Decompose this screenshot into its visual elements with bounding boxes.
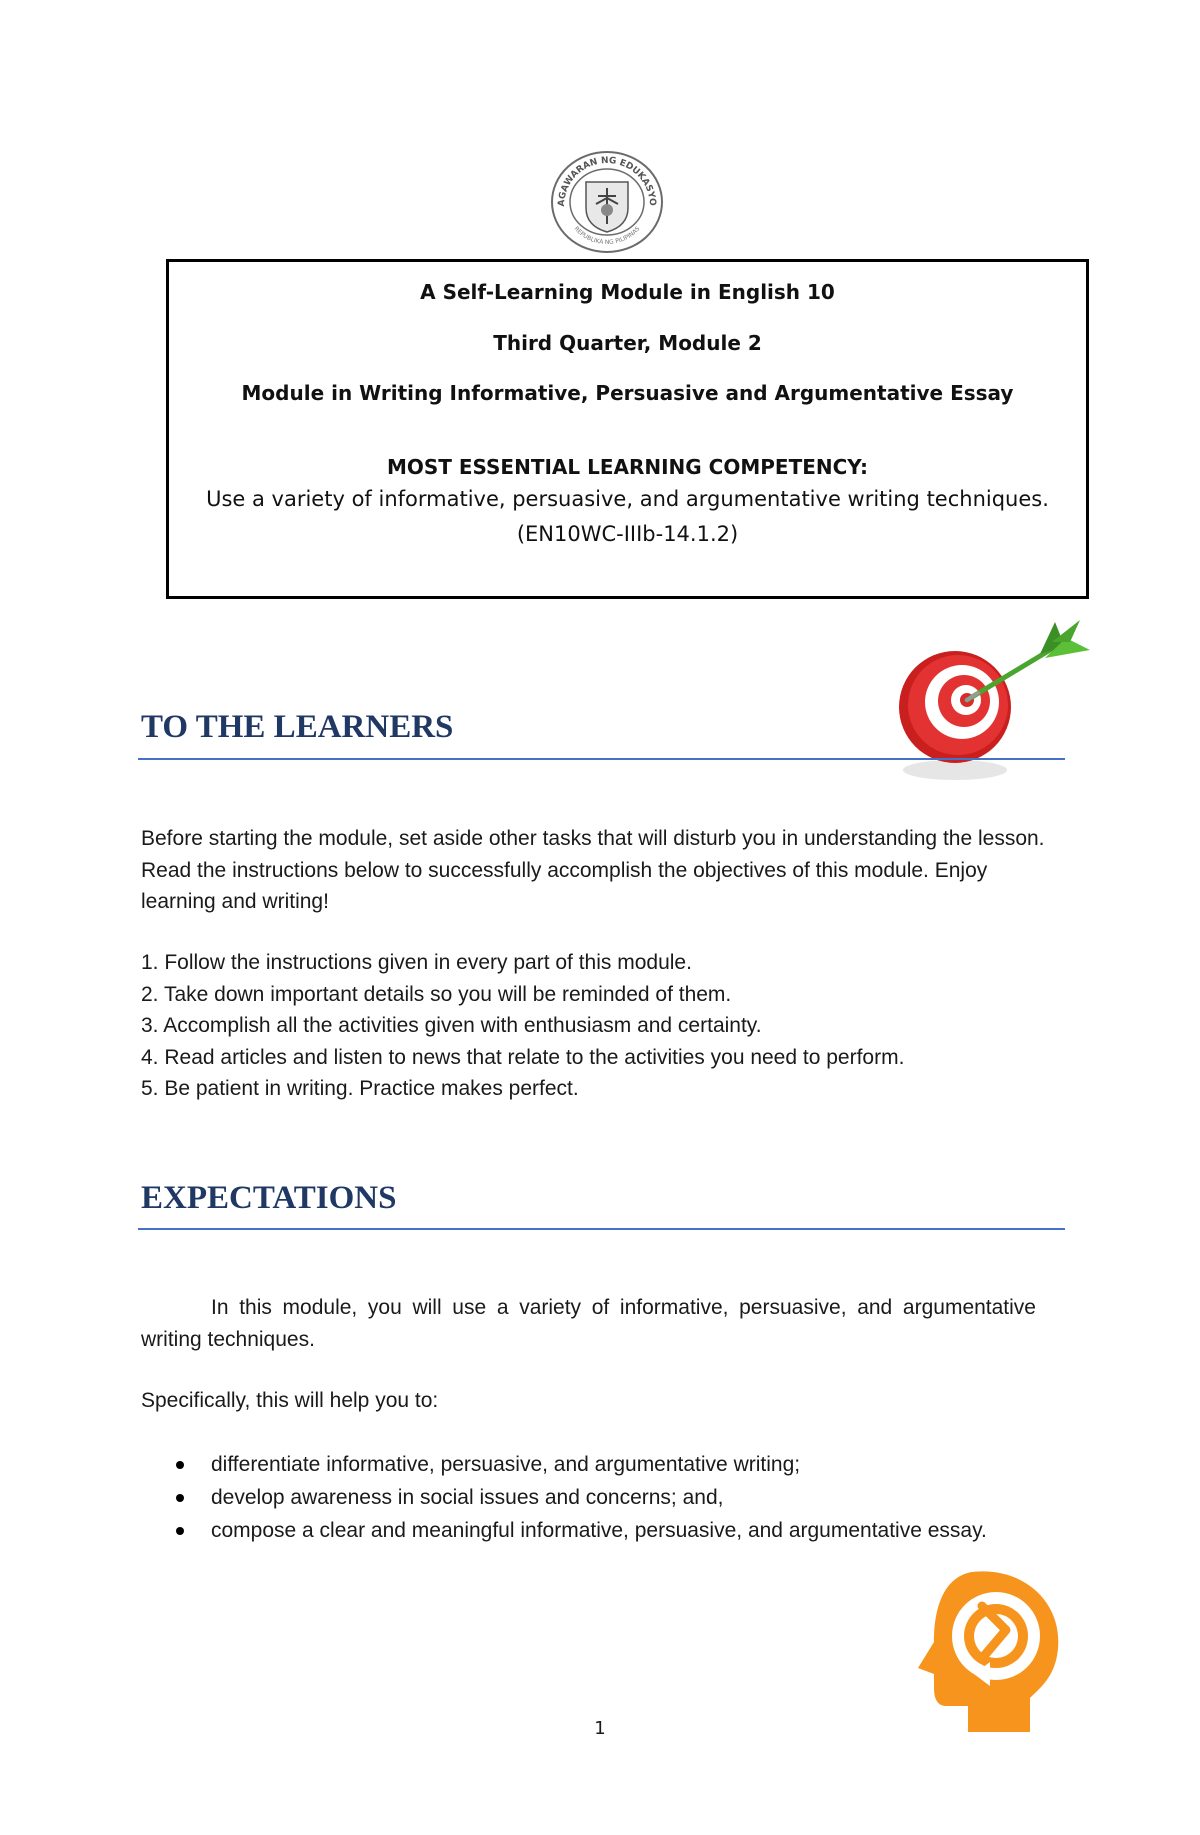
quarter-module: Third Quarter, Module 2 [493,331,762,355]
competency-code: (EN10WC-IIIb-14.1.2) [516,522,739,546]
list-item: 3. Accomplish all the activities given with enthusiasm and certainty. [141,1014,762,1037]
seal-arc-bottom: REPUBLIKA NG PILIPINAS [572,225,642,247]
head-arrow-icon [912,1566,1062,1734]
bullet-icon [176,1494,184,1502]
competency-text: Use a variety of informative, persuasive, and argumentative writing techniques. [206,487,1049,511]
list-item: differentiate informative, persuasive, and argumentative writing; [176,1448,1056,1481]
module-title: A Self-Learning Module in English 10 [420,280,835,304]
list-item: 2. Take down important details so you will be reminded of them. [141,982,732,1006]
seal-arc-top: AGAWARAN NG EDUKASYO [556,155,658,207]
list-item: 1. Follow the instructions given in every part of this module. [141,951,692,974]
expectations-specifically: Specifically, this will help you to: [141,1389,439,1412]
list-item: compose a clear and meaningful informative, persuasive, and argumentative essay. [176,1514,1056,1547]
bullet-icon [176,1527,184,1535]
bullet-icon [176,1461,184,1469]
list-item: develop awareness in social issues and concerns; and, [176,1481,1056,1514]
expectations-divider [138,1228,1065,1230]
competency-heading: MOST ESSENTIAL LEARNING COMPETENCY: [386,455,869,479]
learners-divider [138,758,1065,760]
expectations-bullet-list [176,1448,1056,1547]
expectations-heading: EXPECTATIONS [141,1180,397,1216]
target-dart-icon [880,612,1110,792]
page-number: 1 [594,1718,606,1739]
module-subject: Module in Writing Informative, Persuasive and Argumentative Essay [241,381,1014,405]
module-title-box [166,259,1089,599]
expectations-intro: In this module, you will use a variety of informative, persuasive, and argumentative writing techniques. [141,1296,1036,1351]
list-item: 4. Read articles and listen to news that relate to the activities you need to perform. [141,1045,905,1069]
seal-icon [546,146,668,254]
learners-heading: TO THE LEARNERS [141,709,454,745]
list-item: 5. Be patient in writing. Practice makes perfect. [141,1077,579,1100]
instruction-list [141,947,1066,1105]
learners-intro: Before starting the module, set aside other tasks that will disturb you in understanding the lesson. Read the instructions below to successfully accomplish the objectives of this module. Enjoy learning and writing! [141,827,1045,913]
